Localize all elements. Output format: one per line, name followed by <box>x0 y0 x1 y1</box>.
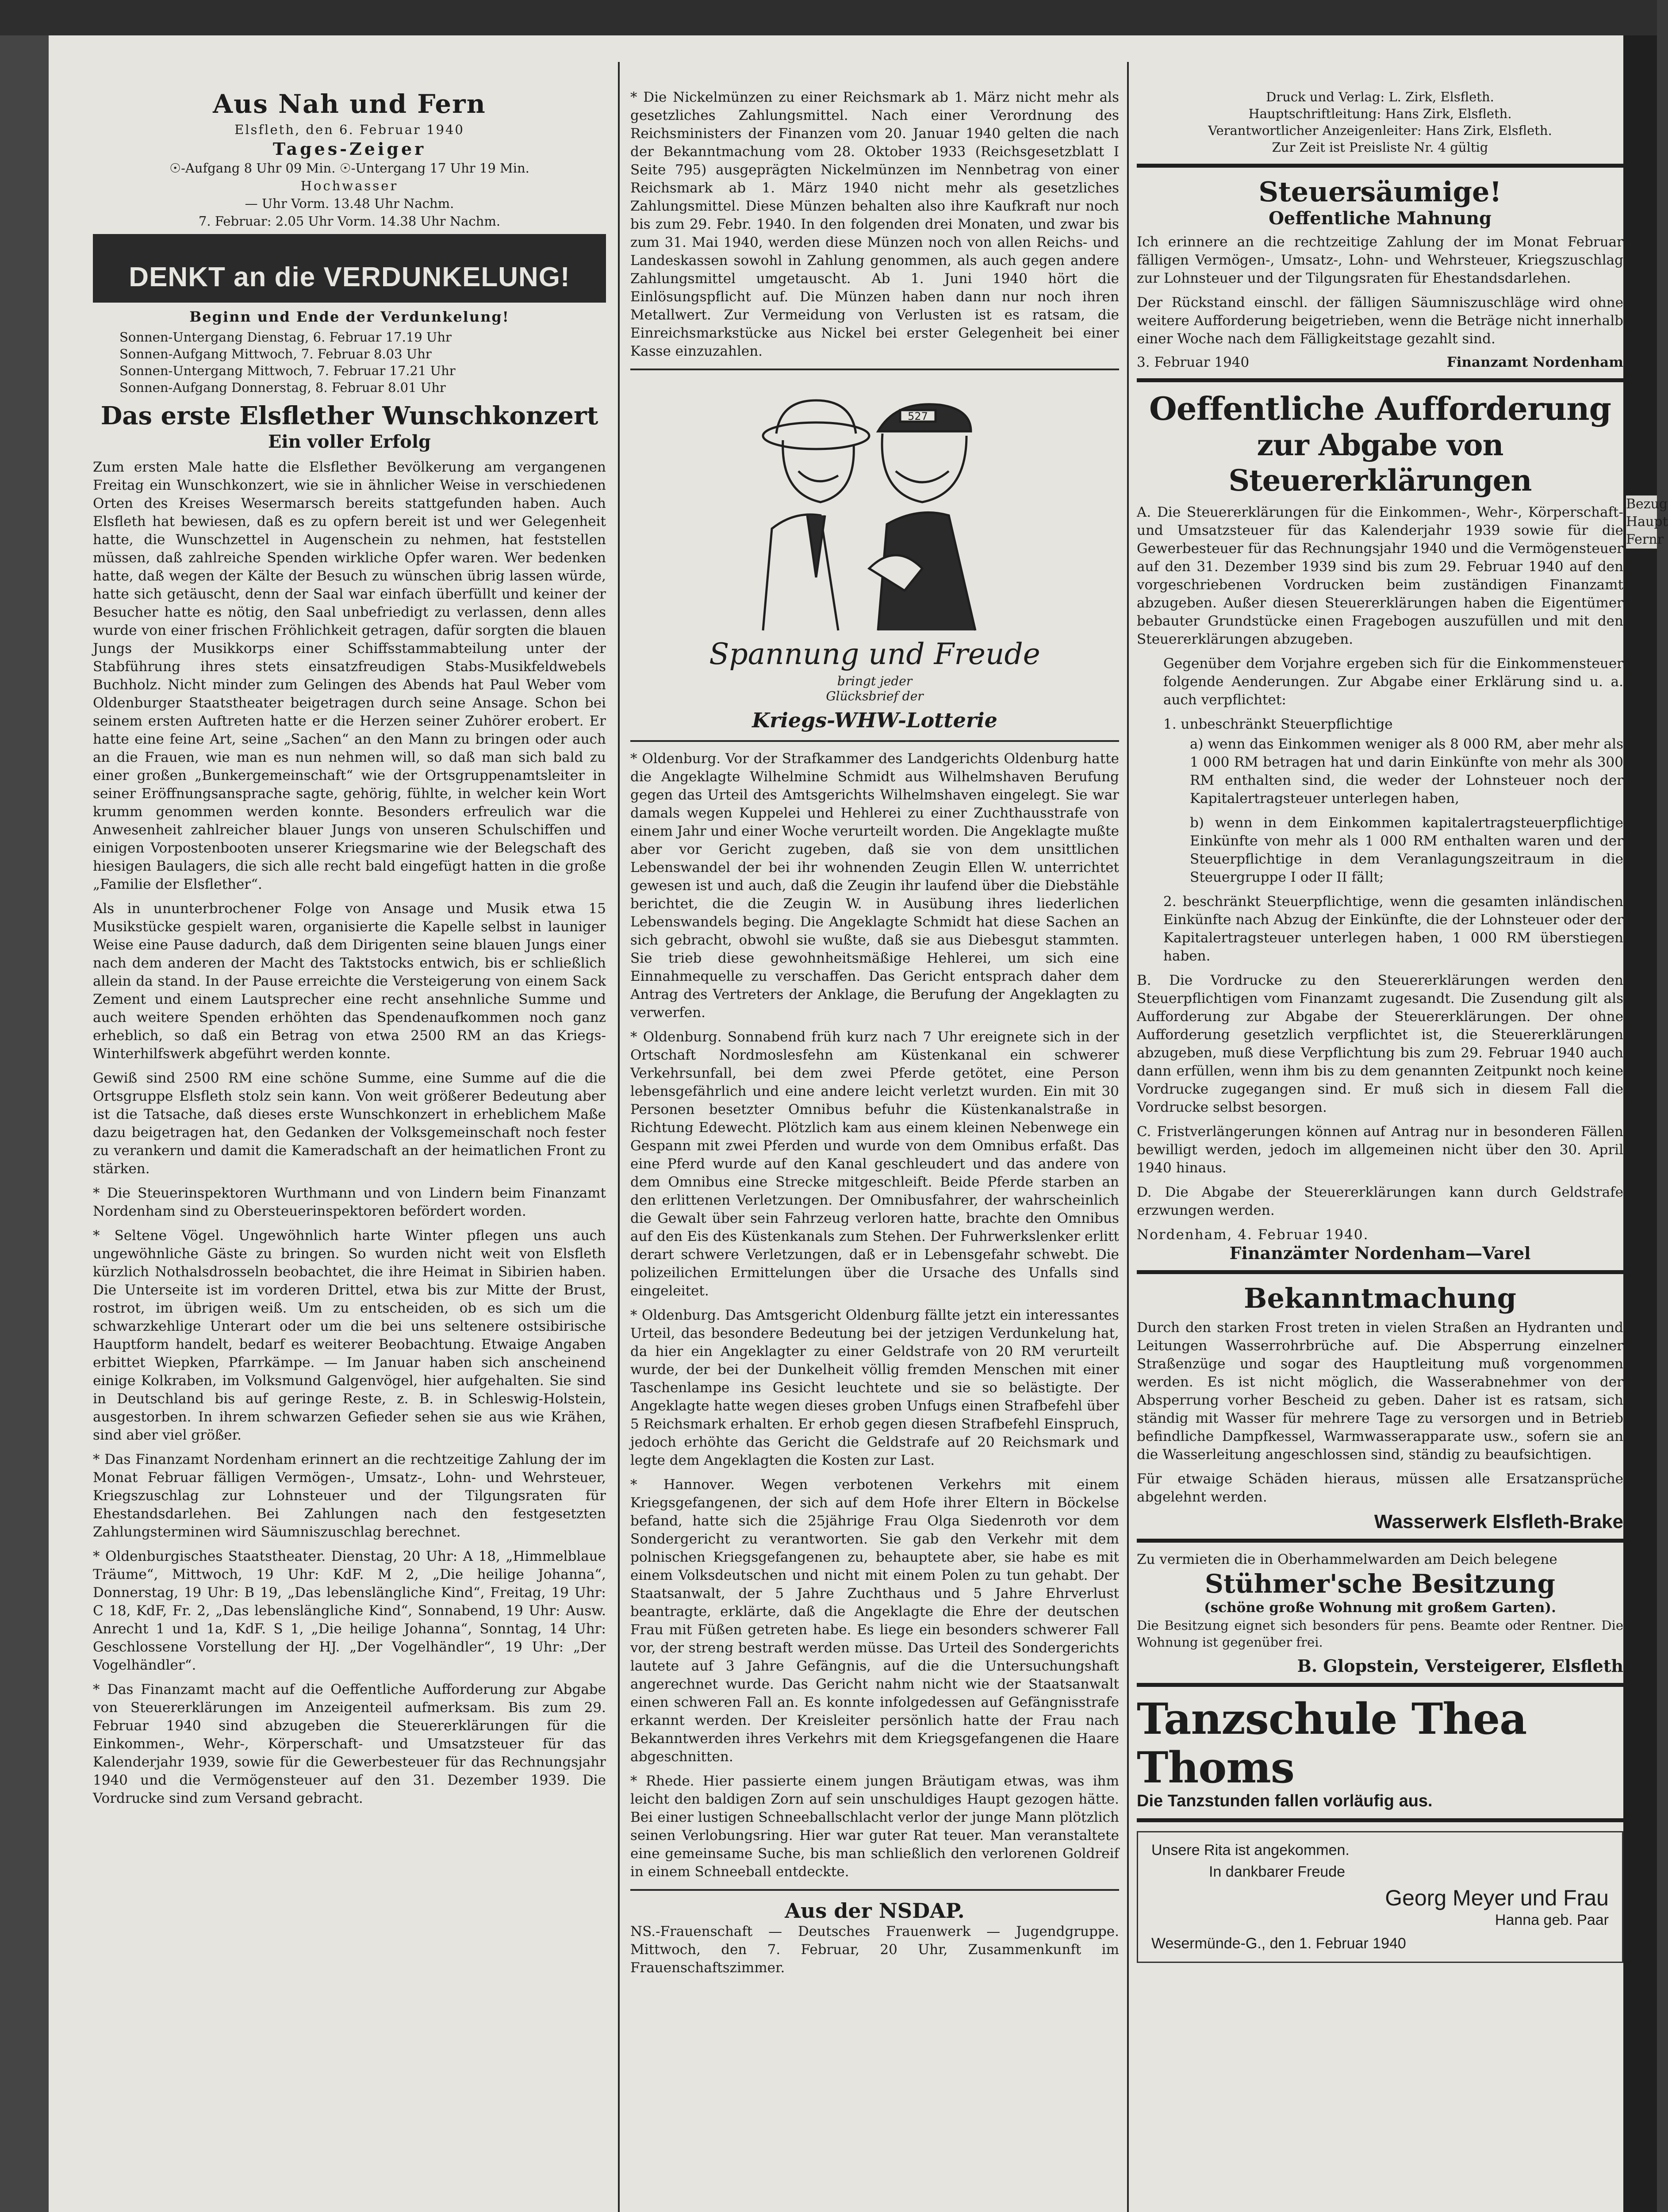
article-paragraph-3: Gewiß sind 2500 RM eine schöne Summe, eine Summe auf die die Ortsgruppe Elsfleth stolz sein kann. Von weit größerer Bedeutung aber ist die Tatsache, daß dieses erste Wunschkonzert in erheblichem Maße dazu beigetragen hat, den Gedanken der Volksgemeinschaft noch fester zu verankern und damit die Kameradschaft an der heimatlichen Front zu stärken. <box>93 1070 606 1177</box>
notice-staatstheater: * Oldenburgisches Staatstheater. Dienstag, 20 Uhr: A 18, „Himmelblaue Träume“, Mittwoch, 19 Uhr: KdF. M 2, „Die heilige Johanna“, Donnerstag, 19 Uhr: B 19, „Das lebenslängliche Kind“, Freitag, 19 Uhr: C 18, KdF, Fr. 2, „Das lebenslängliche Kind“, Sonnabend, 19 Uhr: Ausw. Anrecht 1 und 1a, KdF. S 1, „Die heilige Johanna“, Sonntag, 14 Uhr: Geschlossene Vorstellung der HJ. „Der Vogelhändler“, 19 Uhr: „Der Vogelhändler“. <box>93 1548 606 1673</box>
column-rule-2 <box>1127 62 1129 2212</box>
fragment-line-1: Bezug <box>1626 496 1668 512</box>
verdunkelung-line-3: Sonnen-Untergang Mittwoch, 7. Februar 17.21 Uhr <box>119 363 456 378</box>
divider <box>1137 1270 1623 1274</box>
ad-aufforderung-1a: a) wenn das Einkommen weniger als 8 000 RM, aber mehr als 1 000 RM betragen hat und darin Einkünfte von mehr als 300 RM enthalten sind, die weder der Lohnsteuer noch der Kapitalertragsteuer unterlegen haben, <box>1190 736 1623 806</box>
column-3 <box>1137 88 1623 2212</box>
notice-hannover: * Hannover. Wegen verbotenen Verkehrs mit einem Kriegsgefangenen, der sich auf dem Hofe ihrer Eltern in Böckelse befand, hatte sich die 25jährige Frau Olga Siedenroth vor dem Sondergericht zu verantworten. Sie gab den Verkehr mit dem polnischen Kriegsgefangenen zu, behauptete aber, sie habe es mit einem Volksdeutschen und nicht mit einem Polen zu tun gehabt. Der Staatsanwalt, der 5 Jahre Zuchthaus und 5 Jahre Ehrverlust beantragte, erklärte, daß die Angeklagte die Ehre der deutschen Frau mit Füßen getreten habe. Es liege ein besonders schwerer Fall vor, der streng bestraft werden müsse. Das Urteil des Sondergerichts lautete auf 3 Jahre Gefängnis, auf die die Untersuchungshaft angerechnet wurde. Das Gericht nahm nicht wie der Staatsanwalt einen schweren Fall an. Es konnte infolgedessen auf Gefängnisstrafe erkannt werden. Der Kreisleiter persönlich hatte der Frau nach Bekanntwerden ihres Verkehrs mit dem Kriegsgefangenen die Haare abgeschnitten. <box>630 1477 1119 1765</box>
ad-vermieten-pre: Zu vermieten die in Oberhammelwarden am Deich belegene <box>1137 1551 1557 1567</box>
verdunkelung-line-2: Sonnen-Aufgang Mittwoch, 7. Februar 8.03 Uhr <box>119 346 432 361</box>
divider <box>630 1889 1119 1891</box>
ad-aufforderung-a: A. Die Steuererklärungen für die Einkommen-, Wehr-, Körperschaft- und Umsatzsteuer für das Kalenderjahr 1939 sowie für die Gewerbesteuer für das Rechnungsjahr 1940 und die Vermögensteuer auf den 31. Dezember 1939 sind bis zum 29. Februar 1940 auf den vorgeschriebenen Vordrucken beim zuständigen Finanzamt abzugeben. Außer diesen Steuererklärungen haben die Eigentümer bebauter Grundstücke einen Fragebogen auszufüllen und mit den Steuererklärungen abzugeben. <box>1137 504 1623 647</box>
notice-frauenschaft: NS.-Frauenschaft — Deutsches Frauenwerk — Jugendgruppe. Mittwoch, den 7. Februar, 20 Uhr, Zusammenkunft im Frauenschaftszimmer. <box>630 1924 1119 1976</box>
divider <box>1137 378 1623 382</box>
notice-aufforderung: * Das Finanzamt macht auf die Oeffentliche Aufforderung zur Abgabe von Steuererklärungen im Anzeigenteil aufmerksam. Bis zum 29. Februar 1940 sind abzugeben die Steuererklärungen für die Einkommen-, Wehr-, Körperschaft- und Umsatzsteuer für das Kalenderjahr 1939, sowie für die Gewerbesteuer für das Rechnungsjahr 1940 und die Vermögensteuer auf den 31. Dezember 1939. Die Vordrucke sind zum Versand gebracht. <box>93 1682 606 1806</box>
fragment-line-3: Fernr <box>1626 532 1664 547</box>
ad-bekanntmachung-text-1: Durch den starken Frost treten in vielen Straßen an Hydranten und Leitungen Wasserrohrbrüche auf. Die Absperrung einzelner Straßenzüge und sogar des Hauptleitung muß vorgenommen werden. Es ist nicht möglich, die Wasserabnehmer von der Absperrung vorher Bescheid zu geben. Daher ist es ratsam, sich ständig mit Wasser für mehrere Tage zu versorgen und in Betrieb befindliche Dampfkessel, Warmwasserapparate usw., sofern sie an die Wasserleitung angeschlossen sind, ständig zu beaufsichtigen. <box>1137 1320 1623 1463</box>
ad-vermieten-signature: B. Glopstein, Versteigerer, Elsfleth <box>1297 1656 1623 1676</box>
ad-vermieten-title: Stühmer'sche Besitzung <box>1204 1569 1556 1599</box>
ad-steuersaeumige-subtitle: Oeffentliche Mahnung <box>1269 208 1492 229</box>
divider <box>1137 1818 1623 1822</box>
fragment-line-2: Haupt <box>1626 514 1668 530</box>
notice-oldenburg-3: * Oldenburg. Das Amtsgericht Oldenburg fällte jetzt ein interessantes Urteil, das besondere Bedeutung bei der jetzigen Verdunkelung hat, da hier ein Angeklagter zu einer Geldstrafe von 20 RM verurteilt wurde, der bei der Dunkelheit völlig fremden Menschen mit einer Taschenlampe ins Gesicht leuchtete und sie so belästigte. Der Angeklagte hatte wegen dieses groben Unfugs einen Strafbefehl über 5 Reichsmark erhalten. Er erhob gegen diesen Strafbefehl Einspruch, jedoch erhöhte das Gericht die Geldstrafe auf 20 Reichsmark und legte dem Angeklagten die Kosten zur Last. <box>630 1307 1119 1468</box>
article-headline: Das erste Elsflether Wunschkonzert <box>100 401 598 430</box>
ad-aufforderung-d: D. Die Abgabe der Steuererklärungen kann durch Geldstrafe erzwungen werden. <box>1137 1184 1623 1218</box>
ad-tanzschule-subtitle: Die Tanzstunden fallen vorläufig aus. <box>1137 1792 1433 1810</box>
lottery-ad <box>630 378 1119 732</box>
article-paragraph-2: Als in ununterbrochener Folge von Ansage und Musik etwa 15 Musikstücke gespielt waren, organisierte die Kapelle selbst in launiger Weise eine Pause dadurch, daß dem Dirigenten seine blauen Jungs einer nach dem anderen der Macht des Taktstocks entwich, bis er schließlich allein da stand. In der Pause erreichte die Versteigerung von einem Sack Zement und einem Lautsprecher eine recht ansehnliche Summe und auch weitere Spenden erhöhten das Spendenaufkommen noch ganz erheblich, so daß ein Betrag von etwa 2500 RM an das Kriegs-Winterhilfswerk abgeführt werden konnte. <box>93 901 606 1062</box>
verdunkelung-line-1: Sonnen-Untergang Dienstag, 6. Februar 17.19 Uhr <box>119 330 452 345</box>
column-1 <box>93 88 606 2212</box>
notice-rhede: * Rhede. Hier passierte einem jungen Bräutigam etwas, was ihm leicht den baldigen Zorn auf sein unschuldiges Haupt gezogen hätte. Bei einer lustigen Schneeballschlacht verlor der junge Mann plötzlich seinen Verlobungsring. Hier war guter Rat teuer. Man veranstaltete eine gemeinsame Suche, bis man schließlich den verlorenen Goldreif in einem Schneeball entdeckte. <box>630 1773 1119 1880</box>
ad-vermieten-subtitle: (schöne große Wohnung mit großem Garten). <box>1204 1600 1556 1616</box>
sun-times: ☉-Aufgang 8 Uhr 09 Min. ☉-Untergang 17 Uhr 19 Min. <box>169 161 529 176</box>
imprint-line-4: Zur Zeit ist Preisliste Nr. 4 gültig <box>1272 140 1488 155</box>
tages-zeiger: Tages-Zeiger <box>272 139 426 159</box>
lottery-slogan: Spannung und Freude <box>709 637 1040 671</box>
divider <box>630 740 1119 742</box>
ad-birth-line-5: Wesermünde-G., den 1. Februar 1940 <box>1151 1935 1406 1952</box>
divider <box>630 369 1119 370</box>
divider <box>1137 164 1623 168</box>
section-title: Aus Nah und Fern <box>213 89 486 119</box>
article-paragraph-1: Zum ersten Male hatte die Elsflether Bevölkerung am vergangenen Freitag ein Wunschkonzert, wie sie in ähnlicher Weise in verschiedenen Orten des Kreises Wesermarsch bereits stattgefunden haben. Auch Elsfleth hat bewiesen, daß es zu opfern bereit ist und wer Gelegenheit hatte, die Wunschzettel in Augenschein zu nehmen, hat feststellen müssen, daß zahlreiche Spenden wirkliche Opfer waren. Wer bedenken hatte, daß wegen der Kälte der Besuch zu wünschen übrig lassen würde, hatte sich getäuscht, denn der Saal war einfach überfüllt und keiner der Besucher hatte es nötig, den Saal unbefriedigt zu verlassen, denn alles wurde von einer frischen Fröhlichkeit getragen, dafür sorgten die blauen Jungs der Musikkorps einer Schiffsstammabteilung unter der Stabführung ihres stets einsatzfreudigen Stabs-Musikfeldwebels Buchholz. Nicht minder zum Gelingen des Abends hat Paul Weber vom Oldenburger Staatstheater beigetragen durch seine Ansage. Schon bei seinem ersten Auftreten hatte er die Herzen seiner Zuhörer erobert. Er hatte eine feine Art, seine „Sachen“ an den Mann zu bringen oder auch an die Frauen, wie man es nun nehmen will, so daß man sich bald zu einer großen „Bunkergemeinschaft“ wie der Ortsgruppenamtsleiter in seiner Eröffnungsansprache sagte, gehörig, fühlte, in welcher kein Wort krumm genommen werden konnte. Besonders erfreulich war die Anwesenheit zahlreicher blauer Jungs von unseren Schulschiffen und einigen Vorpostenbooten unserer Kriegsmarine wie der Belegschaft des hiesigen Baulagers, die sich alle recht bald eingefügt hatten in die große „Familie der Elsflether“. <box>93 459 606 892</box>
ad-geburtsanzeige <box>1137 1831 1623 1963</box>
ad-steuersaeumige-text-2: Der Rückstand einschl. der fälligen Säumniszuschläge wird ohne weitere Aufforderung beigetrieben, wenn die Beträge nicht innerhalb einer Woche nach dem Fälligkeitstage gezahlt sind. <box>1137 295 1623 347</box>
ad-bekanntmachung-title: Bekanntmachung <box>1244 1282 1516 1314</box>
ad-vermieten-text: Die Besitzung eignet sich besonders für pens. Beamte oder Rentner. Die Wohnung ist gegenüber frei. <box>1137 1618 1623 1650</box>
ad-aufforderung-title-1: Oeffentliche Aufforderung <box>1149 390 1611 427</box>
ad-aufforderung-b: B. Die Vordrucke zu den Steuererklärungen werden den Steuerpflichtigen vom Finanzamt zugesandt. Die Zusendung gilt als Aufforderung zur Abgabe der Steuererklärungen. Der ohne Aufforderung gesetzlich verpflichtet ist, die Steuererklärungen abzugeben, muß diese Verpflichtung bis zum 29. Februar 1940 auch dann erfüllen, wenn ihm bis zu dem genannten Zeitpunkt noch keine Vordrucke zugegangen sind. Er muß sich in diesem Fall die Vordrucke selbst besorgen. <box>1137 972 1623 1115</box>
ad-bekanntmachung-signature: Wasserwerk Elsfleth-Brake <box>1374 1511 1623 1532</box>
ad-aufforderung-a2: Gegenüber dem Vorjahre ergeben sich für die Einkommensteuer folgende Aenderungen. Zur Abgabe einer Erklärung sind u. a. auch verpflichtet: <box>1163 656 1623 708</box>
cap-number: 527 <box>908 410 928 422</box>
ad-steuersaeumige-text-1: Ich erinnere an die rechtzeitige Zahlung der im Monat Februar fälligen Vermögen-, Umsatz-, Lohn- und Wehrsteuer, Kriegszuschlag zur Lohnsteuer und der Tilgungsraten für Ehestandsdarlehen. <box>1137 234 1623 286</box>
banner-skyline <box>93 234 606 252</box>
two-men-drawing <box>630 383 1119 630</box>
notice-oldenburg-1: * Oldenburg. Vor der Strafkammer des Landgerichts Oldenburg hatte die Angeklagte Wilhelmine Schmidt aus Wilhelmshaven Berufung gegen das Urteil des Amtsgerichts Wilhelmshaven eingelegt. Sie war damals wegen Kuppelei und Hehlerei zu einer Zuchthausstrafe von einem Jahr und einer Woche verurteilt worden. Die Angeklagte mußte aber vor Gericht zugeben, daß sie von dem unsittlichen Lebenswandel der bei ihr wohnenden Zeugin Ellen W. unterrichtet gewesen ist und auch, daß die Zeugin ihr laufend über die Diebstähle berichtet, die die Zeugin W. in Ausübung ihres liederlichen Lebenswandels beging. Die Angeklagte Schmidt hat diese Sachen an sich gebracht, obwohl sie wußte, daß sie aus Diebesgut stammten. Sie trieb diese gewohnheitsmäßige Hehlerei, um sich eine Einnahmequelle zu verschaffen. Das Gericht entsprach daher dem Antrag des Vertreters der Anklage, die Berufung der Angeklagten zu verwerfen. <box>630 751 1119 1021</box>
hochwasser-label: Hochwasser <box>300 178 399 193</box>
notice-finanzamt: * Das Finanzamt Nordenham erinnert an die rechtzeitige Zahlung der im Monat Februar fälligen Vermögen-, Umsatz-, Lohn- und Wehrsteuer, Kriegszuschlag zur Lohnsteuer und der Tilgungsraten für Ehestandsdarlehen. Bei Zahlungen nach den festgesetzten Zahlungsterminen wird Säumniszuschlag berechnet. <box>93 1452 606 1540</box>
ad-aufforderung-title-2: zur Abgabe von Steuererklärungen <box>1228 428 1532 498</box>
imprint-line-2: Hauptschriftleitung: Hans Zirk, Elsfleth. <box>1248 106 1512 121</box>
ad-tanzschule-title: Tanzschule Thea Thoms <box>1137 1694 1527 1793</box>
ad-birth-line-4: Hanna geb. Paar <box>1495 1912 1609 1928</box>
ad-birth-line-2: In dankbarer Freude <box>1209 1863 1346 1880</box>
ad-birth-line-3: Georg Meyer und Frau <box>1385 1886 1609 1910</box>
adjacent-page-fragment <box>1626 495 1668 549</box>
ad-aufforderung-date: Nordenham, 4. Februar 1940. <box>1137 1227 1369 1243</box>
notice-nickelmuenzen: * Die Nickelmünzen zu einer Reichsmark ab 1. März nicht mehr als gesetzliches Zahlungsmittel. Nach einer Verordnung des Reichsministers der Finanzen vom 20. Januar 1940 gelten die nach der Bekanntmachung vom 28. Oktober 1933 (Reichsgesetzblatt I Seite 795) ausgeprägten Nickelmünzen im Nennbetrag von einer Reichsmark ab 1. März 1940 nicht mehr als gesetzliches Zahlungsmittel. Diese Münzen behalten also ihre Kaufkraft nur noch bis zum 29. Febr. 1940. In den folgenden drei Monaten, und zwar bis zum 31. Mai 1940, werden diese Münzen noch von allen Reichs- und Landeskassen sowohl in Zahlung genommen, als auch gegen andere Zahlungsmittel umgetauscht. Ab 1. Juni 1940 hört die Einlösungspflicht auf. Die Münzen haben dann nur noch ihren Metallwert. Zur Vermeidung von Verlusten ist es ratsam, die Einreichsmarkstücke aus Nickel bei erster Gelegenheit bei einer Kasse einzuzahlen. <box>630 89 1119 359</box>
column-2 <box>630 88 1119 2212</box>
dateline: Elsfleth, den 6. Februar 1940 <box>234 122 464 137</box>
nsdap-heading: Aus der NSDAP. <box>785 1899 965 1923</box>
notice-oldenburg-2: * Oldenburg. Sonnabend früh kurz nach 7 Uhr ereignete sich in der Ortschaft Nordmoslesfehn am Küstenkanal ein schwerer Verkehrsunfall, bei dem zwei Pferde getötet, eine Person lebensgefährlich und eine andere leicht verletzt wurden. Ein mit 30 Personen besetzter Omnibus befuhr die Küstenkanalstraße in Richtung Edewecht. Plötzlich kam aus einem kleinen Nebenwege ein Gespann mit zwei Pferden und wurde von dem Omnibus erfaßt. Das eine Pferd wurde auf den Kanal geschleudert und das andere von dem Omnibus eine Strecke mitgeschleift. Beide Pferde starben an den erlittenen Verletzungen. Der Omnibusfahrer, der wahrscheinlich die Gewalt über sein Fahrzeug verloren hatte, brachte den Omnibus auf den Eis des Küstenkanals zum Stehen. Der Fuhrwerkslenker erlitt derart schwere Verletzungen, daß er in Lebensgefahr schwebt. Die polizeilichen Ermittelungen über die Ursache des Unfalls sind eingeleitet. <box>630 1029 1119 1299</box>
lottery-slogan-small: bringt jeder Glücksbrief der <box>826 674 924 703</box>
ad-aufforderung-1: 1. unbeschränkt Steuerpflichtige <box>1163 716 1393 732</box>
banner-text: DENKT an die VERDUNKELUNG! <box>93 252 606 303</box>
imprint-line-1: Druck und Verlag: L. Zirk, Elsfleth. <box>1266 89 1494 104</box>
ad-bekanntmachung-text-2: Für etwaige Schäden hieraus, müssen alle Ersatzansprüche abgelehnt werden. <box>1137 1471 1623 1505</box>
adjacent-page-edge <box>1623 35 1668 2212</box>
ad-steuersaeumige-date: 3. Februar 1940 <box>1137 354 1250 370</box>
divider <box>1137 1683 1623 1687</box>
ad-birth-line-1: Unsere Rita ist angekommen. <box>1151 1842 1350 1859</box>
ad-steuersaeumige-title: Steuersäumige! <box>1258 176 1502 208</box>
ad-steuersaeumige-footer <box>1137 354 1623 370</box>
ad-steuersaeumige-signature: Finanzamt Nordenham <box>1446 354 1623 370</box>
ad-aufforderung-2: 2. beschränkt Steuerpflichtige, wenn die gesamten inländischen Einkünfte nach Abzug der Einkünfte, die der Lohnsteuer oder der Kapitalertragsteuer unterlegen haben, 1 000 RM überstiegen haben. <box>1163 894 1623 964</box>
notice-steuerinspektoren: * Die Steuerinspektoren Wurthmann und von Lindern beim Finanzamt Nordenham sind zu Obersteuerinspektoren befördert worden. <box>93 1185 606 1219</box>
hochwasser-tomorrow: 7. Februar: 2.05 Uhr Vorm. 14.38 Uhr Nachm. <box>198 214 501 229</box>
hochwasser-today: — Uhr Vorm. 13.48 Uhr Nachm. <box>245 196 454 211</box>
ad-aufforderung-1b: b) wenn in dem Einkommen kapitalertragsteuerpflichtige Einkünfte von mehr als 1 000 RM enthalten waren und der Steuerpflichtige in dem Veranlagungszeitraum in die Steuergruppe I oder II fällt; <box>1190 815 1623 885</box>
article-subheadline: Ein voller Erfolg <box>268 431 431 452</box>
ad-aufforderung-c: C. Fristverlängerungen können auf Antrag nur in besonderen Fällen bewilligt werden, jedoch im allgemeinen nicht über den 30. April 1940 hinaus. <box>1137 1124 1623 1176</box>
notice-seltene-voegel: * Seltene Vögel. Ungewöhnlich harte Winter pflegen uns auch ungewöhnliche Gäste zu bringen. So wurden nicht weit von Elsfleth kürzlich Nothalsdrosseln beobachtet, die ihre Heimat in Sibirien haben. Die Unterseite ist im vorderen Drittel, etwa bis zur Mitte der Brust, rostrot, im übrigen weiß. Um zu entscheiden, ob es sich um die schwarzkehlige Unterart oder um die bei uns seltenere ostsibirische Hauptform handelt, bedarf es weiterer Beobachtung. Etwaige Angaben erbittet Wiepken, Pfarrkämpe. — Im Januar haben sich anscheinend einige Kolkraben, im Volksmund Galgenvögel, hier aufgehalten. Sie sind in Deutschland bis auf geringe Reste, z. B. in Schleswig-Holstein, ausgestorben. In ihrem schwarzen Gefieder sehen sie aus wie Krähen, sind aber viel größer. <box>93 1228 606 1443</box>
lottery-name: Kriegs-WHW-Lotterie <box>752 708 997 732</box>
verdunkelung-line-4: Sonnen-Aufgang Donnerstag, 8. Februar 8.01 Uhr <box>119 380 446 395</box>
ad-aufforderung-signature: Finanzämter Nordenham—Varel <box>1229 1243 1531 1263</box>
divider <box>1137 1539 1623 1543</box>
scan-top-bar <box>0 0 1657 35</box>
imprint-line-3: Verantwortlicher Anzeigenleiter: Hans Zirk, Elsfleth. <box>1208 123 1552 138</box>
verdunkelung-banner <box>93 234 606 303</box>
verdunkelung-title: Beginn und Ende der Verdunkelung! <box>189 308 510 325</box>
column-rule-1 <box>618 62 620 2212</box>
